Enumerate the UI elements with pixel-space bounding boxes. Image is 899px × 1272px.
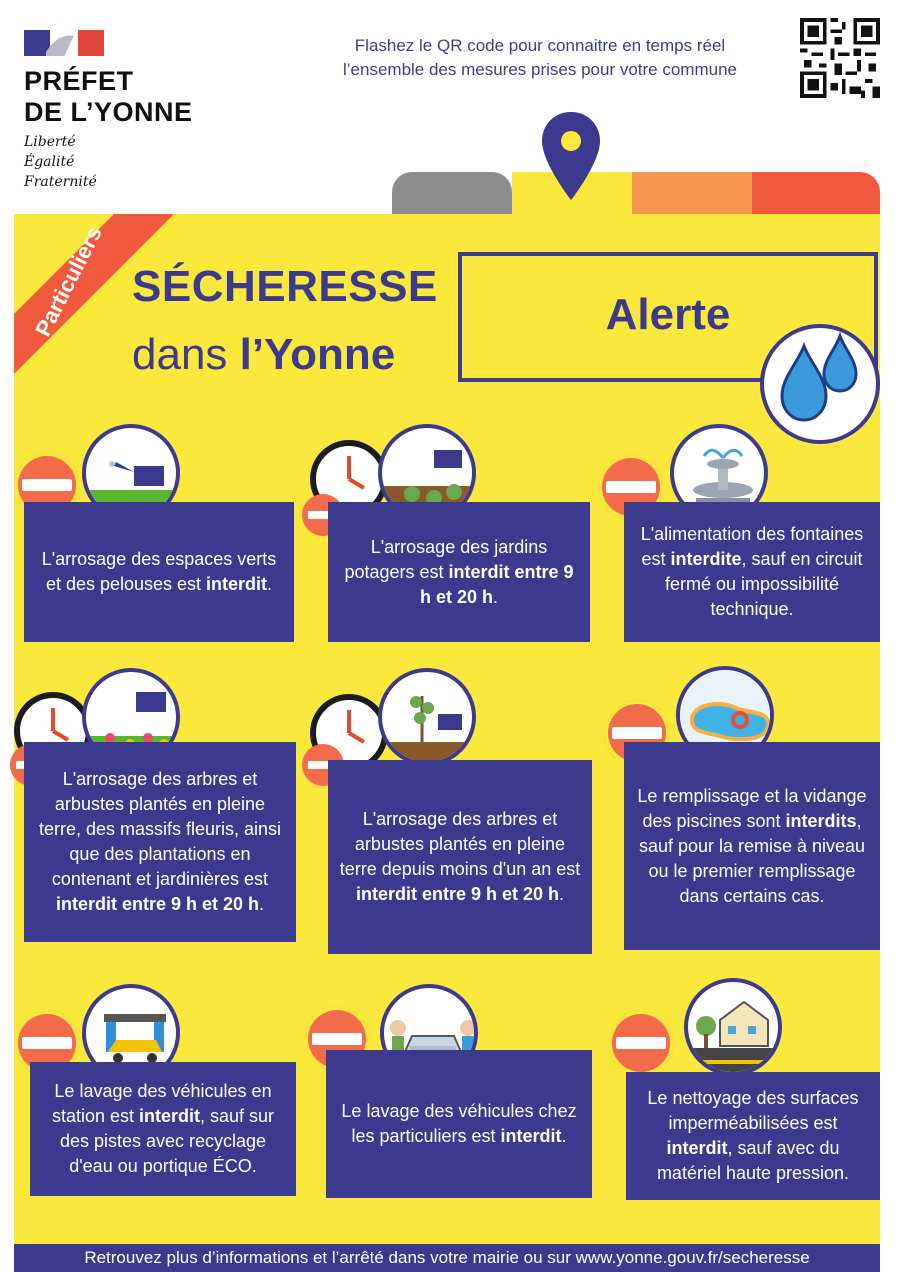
card-swimming-pools bbox=[624, 742, 880, 950]
card-lawn bbox=[24, 502, 294, 642]
young-tree-icon bbox=[378, 668, 476, 766]
title-bold: l’Yonne bbox=[239, 330, 396, 379]
card-bold: interdits bbox=[785, 810, 857, 831]
card-text: Le remplissage et la vidange des piscines sont bbox=[637, 785, 867, 831]
card-text: . bbox=[493, 586, 499, 607]
card-fountains bbox=[624, 502, 880, 642]
card-trees-flowers bbox=[24, 742, 296, 942]
prefet-line-1: PRÉFET bbox=[24, 66, 134, 96]
house-pavement-icon bbox=[684, 978, 782, 1076]
water-drops-icon bbox=[758, 322, 882, 446]
card-text: Le lavage des véhicules chez les particuliers est bbox=[341, 1101, 577, 1146]
card-bold: interdit entre 9 h et 20 h bbox=[55, 894, 260, 914]
card-vegetable-garden bbox=[328, 502, 590, 642]
card-bold: interdit entre 9 h et 20 h bbox=[419, 561, 574, 607]
prefet-line-2: DE L’YONNE bbox=[24, 97, 193, 127]
qr-line-1: Flashez le QR code pour connaitre en temps réel bbox=[354, 36, 726, 55]
card-text: L'alimentation des fontaines est bbox=[640, 524, 864, 569]
card-text: . bbox=[267, 574, 273, 594]
prefecture-name bbox=[24, 66, 193, 128]
marianne-logo bbox=[24, 30, 104, 56]
card-car-wash-home bbox=[326, 1050, 592, 1198]
card-text: , sauf pour la remise à niveau ou le premier remplissage dans certains cas. bbox=[638, 810, 866, 906]
card-young-trees bbox=[328, 760, 592, 954]
motto-liberte: Liberté bbox=[24, 134, 76, 150]
qr-instructions bbox=[290, 34, 790, 82]
republic-motto bbox=[24, 132, 97, 192]
card-text: L'arrosage des arbres et arbustes plantés en pleine terre, des massifs fleuris, ainsi que des plantations en contenant et jardinières est bbox=[38, 769, 282, 889]
card-text: L'arrosage des arbres et arbustes plantés en pleine terre depuis moins d'un an est bbox=[339, 809, 581, 879]
card-bold: interdit bbox=[206, 574, 268, 594]
alert-level: Alerte bbox=[605, 290, 731, 339]
card-bold: interdit entre 9 h et 20 h bbox=[355, 884, 560, 904]
qr-code[interactable] bbox=[800, 18, 880, 98]
footer-info: Retrouvez plus d’informations et l’arrêté dans votre mairie ou sur www.yonne.gouv.fr/secheresse bbox=[14, 1244, 880, 1272]
card-bold: interdit bbox=[666, 1138, 728, 1158]
card-waterproof-surfaces bbox=[626, 1072, 880, 1200]
card-bold: interdite bbox=[670, 549, 742, 569]
tab-red bbox=[752, 172, 880, 216]
card-text: Le lavage des véhicules en station est bbox=[51, 1081, 272, 1126]
ribbon-label: Particuliers bbox=[30, 222, 107, 341]
card-bold: interdit bbox=[500, 1126, 562, 1146]
tab-orange bbox=[632, 172, 752, 216]
no-entry-icon bbox=[608, 1010, 674, 1076]
card-text: , sauf sur des pistes avec recyclage d'eau ou portique ÉCO. bbox=[59, 1106, 275, 1176]
card-text: L'arrosage des espaces verts et des pelouses est bbox=[41, 549, 277, 594]
card-text: . bbox=[259, 894, 265, 914]
title-prefix: dans bbox=[132, 330, 240, 379]
card-text: . bbox=[561, 1126, 567, 1146]
location-pin-icon bbox=[538, 108, 604, 204]
title-yonne bbox=[132, 330, 395, 380]
card-text: . bbox=[559, 884, 565, 904]
card-text: , sauf en circuit fermé ou impossibilité technique. bbox=[664, 549, 863, 619]
card-text: Le nettoyage des surfaces imperméabilisées est bbox=[647, 1088, 859, 1133]
card-text: , sauf avec du matériel haute pression. bbox=[656, 1138, 850, 1183]
card-text: L'arrosage des jardins potagers est bbox=[344, 536, 548, 582]
card-bold: interdit bbox=[139, 1106, 200, 1126]
tab-gray bbox=[392, 172, 512, 216]
motto-fraternite: Fraternité bbox=[24, 174, 97, 190]
qr-line-2: l’ensemble des mesures prises pour votre commune bbox=[342, 60, 737, 79]
motto-egalite: Égalité bbox=[24, 154, 75, 170]
title-secheresse: SÉCHERESSE bbox=[132, 262, 438, 311]
card-car-wash-station bbox=[30, 1062, 296, 1196]
